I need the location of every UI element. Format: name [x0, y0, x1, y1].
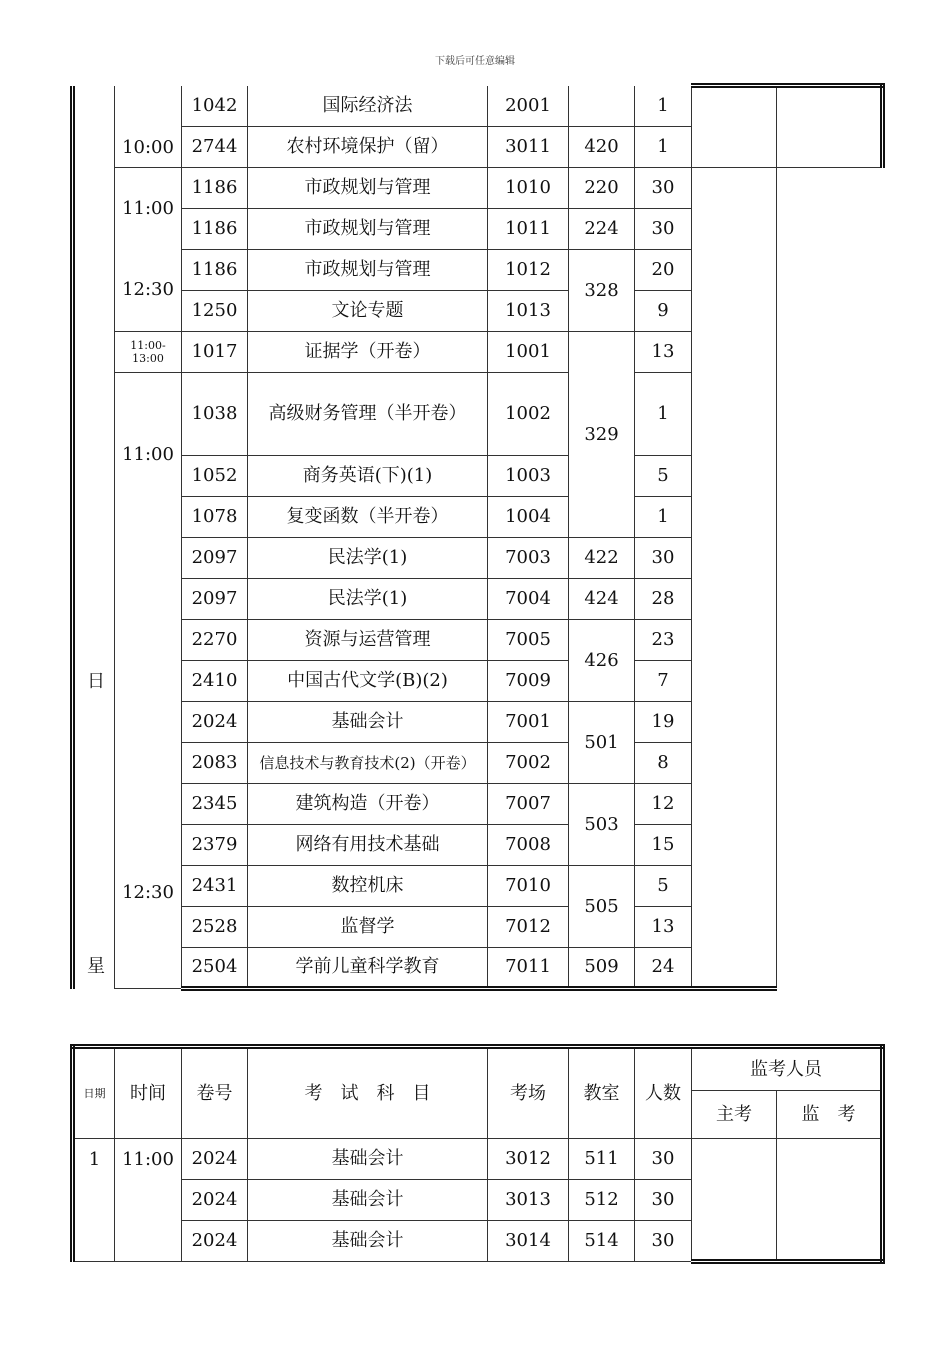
room-cell: 422 [569, 538, 635, 579]
code-cell: 1250 [182, 291, 248, 332]
room-cell: 328 [569, 250, 635, 332]
count-cell: 20 [635, 250, 692, 291]
hall-cell: 2001 [488, 86, 569, 127]
exam-schedule-table-1 [70, 83, 885, 991]
count-cell: 30 [635, 538, 692, 579]
code-cell: 1186 [182, 168, 248, 209]
hall-cell: 1011 [488, 209, 569, 250]
header-date: 日期 [73, 1047, 115, 1139]
subject-cell: 建筑构造（开卷） [248, 784, 488, 825]
proctor-cell [777, 86, 883, 168]
code-cell: 2744 [182, 127, 248, 168]
count-cell: 30 [635, 1139, 692, 1180]
count-cell: 5 [635, 866, 692, 907]
header-time: 时间 [115, 1047, 182, 1139]
code-cell: 1042 [182, 86, 248, 127]
count-cell: 15 [635, 825, 692, 866]
count-cell: 7 [635, 661, 692, 702]
code-cell: 2024 [182, 1180, 248, 1221]
hall-cell: 1012 [488, 250, 569, 291]
hall-cell: 1002 [488, 373, 569, 456]
room-cell: 503 [569, 784, 635, 866]
hall-cell: 7011 [488, 948, 569, 989]
code-cell: 1052 [182, 456, 248, 497]
code-cell: 2024 [182, 1221, 248, 1262]
room-cell: 511 [569, 1139, 635, 1180]
code-cell: 2024 [182, 702, 248, 743]
subject-cell: 高级财务管理（半开卷） [248, 373, 488, 456]
hall-cell: 1004 [488, 497, 569, 538]
count-cell: 30 [635, 168, 692, 209]
hall-cell: 7010 [488, 866, 569, 907]
subject-cell: 证据学（开卷） [248, 332, 488, 373]
subject-cell: 国际经济法 [248, 86, 488, 127]
hall-cell: 7007 [488, 784, 569, 825]
count-cell: 8 [635, 743, 692, 784]
chief-cell [692, 86, 777, 168]
proctor-cell [777, 1139, 883, 1262]
header-note: 下载后可任意编辑 [435, 56, 515, 67]
hall-cell: 7004 [488, 579, 569, 620]
time-cell: 12:30 [115, 250, 182, 332]
hall-cell: 1010 [488, 168, 569, 209]
count-cell: 12 [635, 784, 692, 825]
code-cell: 2097 [182, 538, 248, 579]
subject-cell: 学前儿童科学教育 [248, 948, 488, 989]
hall-cell: 7008 [488, 825, 569, 866]
header-subject: 考 试 科 目 [248, 1047, 488, 1139]
date-sun: 日 [87, 670, 105, 692]
subject-cell: 市政规划与管理 [248, 168, 488, 209]
hall-cell: 3013 [488, 1180, 569, 1221]
room-cell: 220 [569, 168, 635, 209]
exam-schedule-table-2 [70, 1044, 885, 1264]
code-cell: 2345 [182, 784, 248, 825]
subject-cell: 商务英语(下)(1) [248, 456, 488, 497]
chief-cell [692, 1139, 777, 1262]
hall-cell: 1003 [488, 456, 569, 497]
time-cell: 11:00 [115, 373, 182, 538]
time-cell: 12:30 [115, 538, 182, 989]
subject-cell: 农村环境保护（留） [248, 127, 488, 168]
header-hall: 考场 [488, 1047, 569, 1139]
date-star: 星 [87, 955, 105, 977]
date-cell: 1 [73, 1139, 115, 1262]
subject-cell: 监督学 [248, 907, 488, 948]
room-cell: 424 [569, 579, 635, 620]
count-cell: 1 [635, 497, 692, 538]
room-cell: 329 [569, 332, 635, 538]
subject-cell: 数控机床 [248, 866, 488, 907]
count-cell: 24 [635, 948, 692, 989]
table-row [73, 86, 883, 127]
count-cell: 5 [635, 456, 692, 497]
subject-cell: 信息技术与教育技术(2)（开卷） [248, 743, 488, 784]
header-room: 教室 [569, 1047, 635, 1139]
hall-cell: 7009 [488, 661, 569, 702]
chief-cell [692, 168, 777, 989]
code-cell: 1186 [182, 250, 248, 291]
count-cell: 1 [635, 86, 692, 127]
code-cell: 2270 [182, 620, 248, 661]
code-cell: 2431 [182, 866, 248, 907]
code-cell: 2379 [182, 825, 248, 866]
header-row [73, 1047, 883, 1091]
time-cell: 11:00 [115, 168, 182, 250]
count-cell: 9 [635, 291, 692, 332]
header-staff: 监考人员 [692, 1047, 883, 1091]
hall-cell: 7002 [488, 743, 569, 784]
subject-cell: 基础会计 [248, 1180, 488, 1221]
code-cell: 1078 [182, 497, 248, 538]
subject-cell: 基础会计 [248, 1139, 488, 1180]
subject-cell: 资源与运营管理 [248, 620, 488, 661]
room-cell: 512 [569, 1180, 635, 1221]
subject-cell: 市政规划与管理 [248, 250, 488, 291]
subject-cell: 复变函数（半开卷） [248, 497, 488, 538]
count-cell: 30 [635, 209, 692, 250]
subject-cell: 基础会计 [248, 1221, 488, 1262]
code-cell: 2083 [182, 743, 248, 784]
date-cell [73, 86, 115, 989]
time-cell: 11:00-13:00 [115, 332, 182, 373]
code-cell: 1017 [182, 332, 248, 373]
header-code: 卷号 [182, 1047, 248, 1139]
count-cell: 28 [635, 579, 692, 620]
time-cell: 11:00 [115, 1139, 182, 1262]
subject-cell: 文论专题 [248, 291, 488, 332]
subject-cell: 基础会计 [248, 702, 488, 743]
count-cell: 30 [635, 1180, 692, 1221]
room-cell: 505 [569, 866, 635, 948]
subject-cell: 民法学(1) [248, 538, 488, 579]
hall-cell: 3014 [488, 1221, 569, 1262]
time-cell: 10:00 [115, 86, 182, 168]
proctor-cell [777, 168, 883, 989]
subject-cell: 市政规划与管理 [248, 209, 488, 250]
table-row [73, 1139, 883, 1180]
header-proctor: 监 考 [777, 1091, 883, 1139]
count-cell: 30 [635, 1221, 692, 1262]
subject-cell: 中国古代文学(B)(2) [248, 661, 488, 702]
room-cell [569, 86, 635, 127]
header-chief: 主考 [692, 1091, 777, 1139]
room-cell: 509 [569, 948, 635, 989]
code-cell: 1186 [182, 209, 248, 250]
count-cell: 23 [635, 620, 692, 661]
subject-cell: 民法学(1) [248, 579, 488, 620]
count-cell: 13 [635, 332, 692, 373]
room-cell: 224 [569, 209, 635, 250]
header-count: 人数 [635, 1047, 692, 1139]
count-cell: 13 [635, 907, 692, 948]
hall-cell: 7012 [488, 907, 569, 948]
room-cell: 426 [569, 620, 635, 702]
code-cell: 2504 [182, 948, 248, 989]
count-cell: 19 [635, 702, 692, 743]
table-row [73, 168, 883, 209]
room-cell: 514 [569, 1221, 635, 1262]
code-cell: 2024 [182, 1139, 248, 1180]
room-cell: 420 [569, 127, 635, 168]
room-cell: 501 [569, 702, 635, 784]
code-cell: 2410 [182, 661, 248, 702]
code-cell: 2097 [182, 579, 248, 620]
count-cell: 1 [635, 373, 692, 456]
hall-cell: 1001 [488, 332, 569, 373]
hall-cell: 3012 [488, 1139, 569, 1180]
hall-cell: 7001 [488, 702, 569, 743]
hall-cell: 7005 [488, 620, 569, 661]
count-cell: 1 [635, 127, 692, 168]
code-cell: 2528 [182, 907, 248, 948]
hall-cell: 1013 [488, 291, 569, 332]
subject-cell: 网络有用技术基础 [248, 825, 488, 866]
hall-cell: 7003 [488, 538, 569, 579]
code-cell: 1038 [182, 373, 248, 456]
hall-cell: 3011 [488, 127, 569, 168]
